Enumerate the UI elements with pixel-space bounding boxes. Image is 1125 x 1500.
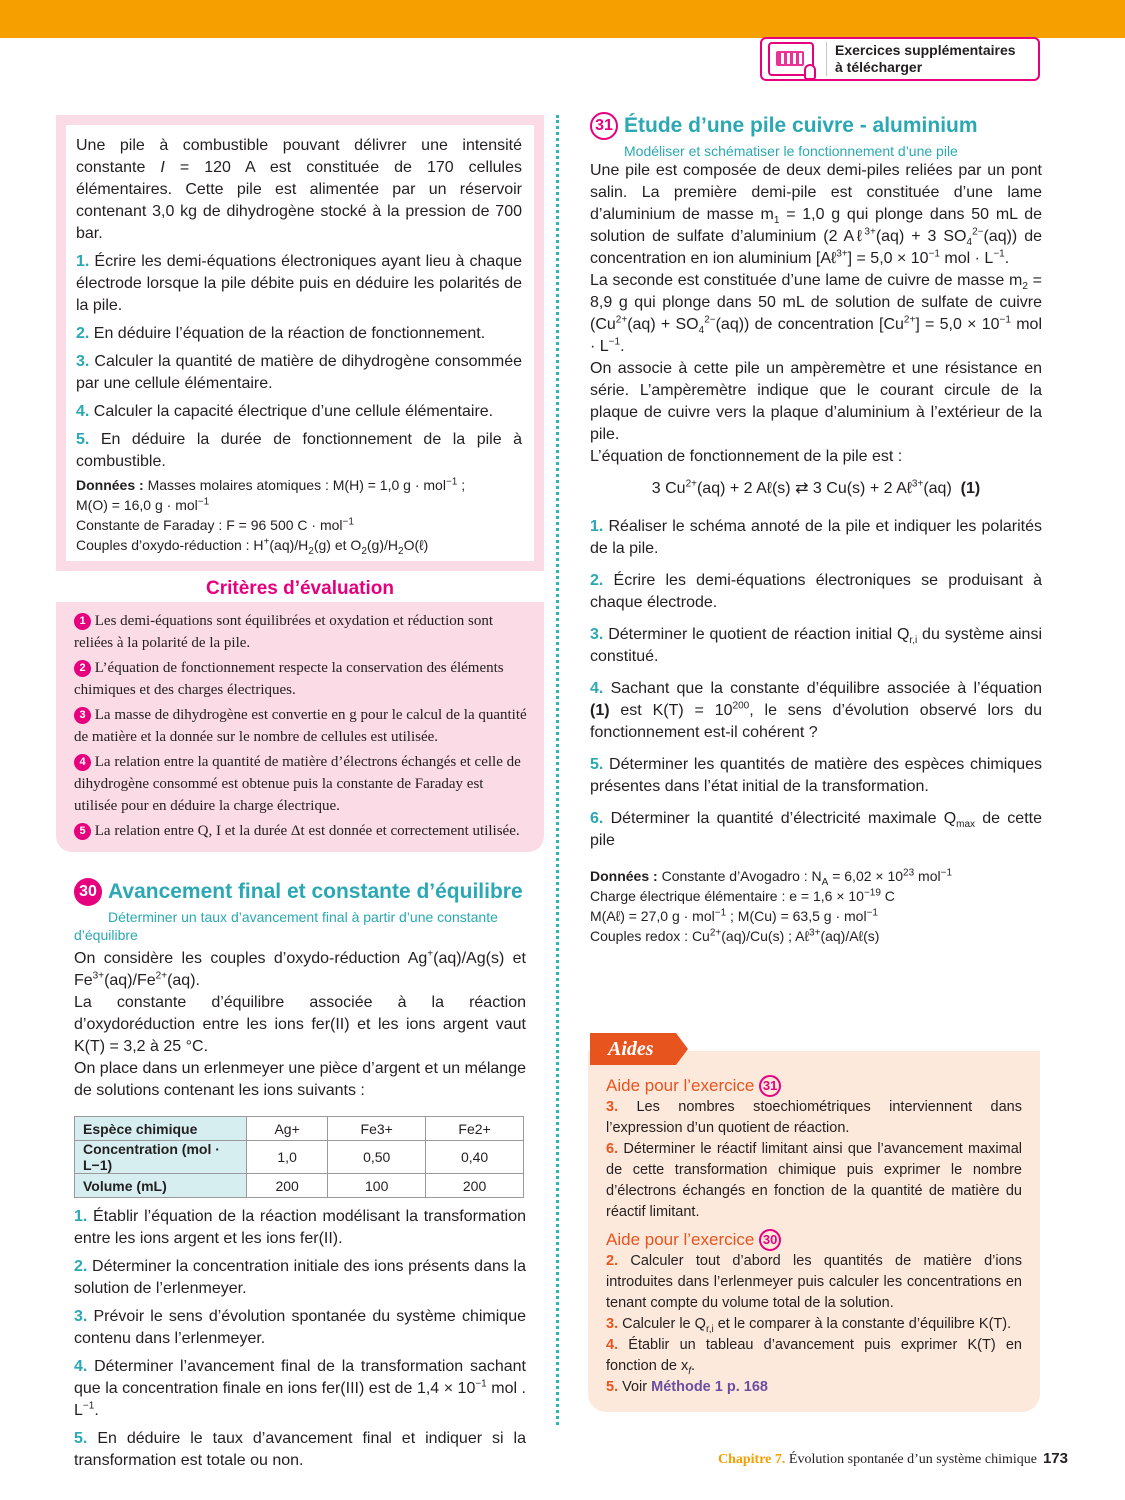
- exercise-31-header: [590, 112, 1042, 140]
- criterion-4: 4 La relation entre la quantité de matière d’électrons échangés et celle de dihydrogène consommé est obtenue puis la constante de Faraday est utilisée pour en déduire la charge électrique.: [74, 754, 521, 814]
- question-4: 4. Calculer la capacité électrique d’une cellule élémentaire.: [76, 403, 494, 420]
- aide-30-heading: Aide pour l’exercice 30: [606, 1229, 1022, 1251]
- left-column: [56, 115, 544, 1472]
- fuel-cell-exercise: [56, 115, 544, 571]
- criteria-title: Critères d’évaluation: [206, 578, 394, 599]
- question-3: 3. Calculer la quantité de matière de dihydrogène consommée par une cellule élémentaire.: [76, 353, 522, 392]
- ex31-data-section: Données : Constante d’Avogadro : $N_A = 6,02 \times 10^{23}$ mol$^{-1}$ Charge électrique élémentaire : $e = 1,6 \times 10^{-19}$ C M(Aℓ) = 27,0 g · mol$^{-1}$ ; M(Cu) = 63,5 g · mol$^{-1}$ Couples redox : $Cu^{2+}(aq)/Cu(s)$ ; Aℓ$^{3+}$(aq)/Aℓ(s): [590, 867, 953, 944]
- question-1: 1. Écrire les demi-équations électroniques ayant lieu à chaque électrode lorsque la pile débite puis en déduire les polarités de la pile.: [76, 253, 522, 314]
- exercise-31-skill: Modéliser et schématiser le fonctionnement d’une pile: [624, 143, 958, 159]
- aides-panel: [588, 1033, 1040, 1412]
- question-2: 2. En déduire l’équation de la réaction de fonctionnement.: [76, 325, 486, 342]
- table-row: Concentration (mol · L−1) 1,0 0,50 0,40: [75, 1141, 524, 1174]
- exercise-31-circuit: On associe à cette pile un ampèremètre et une résistance en série. L’ampèremètre indique que le courant circule de la plaque de cuivre vers la plaque d’aluminium à l’extérieur de la pile.: [590, 360, 1042, 443]
- exercise-30-couples: On considère les couples d’oxydo-réduction Ag+(aq)/Ag(s) et $Fe^{3+}(aq)/Fe^{2+}(aq)$.: [74, 948, 527, 989]
- ex31-question-4: 4. Sachant que la constante d’équilibre associée à l’équation (1) est $K(T) = 10^{200}$, le sens d’évolution observé lors du fonctionnement est-il cohérent ?: [590, 680, 1042, 741]
- ex31-question-2: 2. Écrire les demi-équations électroniques se produisant à chaque électrode.: [590, 572, 1042, 611]
- aides-tab: Aides: [590, 1033, 676, 1065]
- exercise-31-equation-intro: L’équation de fonctionnement de la pile est :: [590, 448, 903, 465]
- aide-31-heading: Aide pour l’exercice 31: [606, 1075, 1022, 1097]
- exercise-30-number: 30: [74, 878, 102, 906]
- criteria-box: [56, 602, 544, 852]
- exercise-31-first-half-cell: Une pile est composée de deux demi-piles reliées par un pont salin. La première demi-pile est constituée d’une lame d’aluminium de masse $m_1 = 1,0$ g qui plonge dans 50 mL de solution de sulfate d’aluminium (2 Aℓ$^{3+}$(aq) + 3 $SO_4^{2-}(aq)$) de concentration en ion aluminium [Aℓ$^{3+}$] = $5,0 \times 10^{-1}$ mol · $L^{-1}$.: [590, 162, 1043, 267]
- right-column: [590, 112, 1042, 946]
- aide-31-3: 3. Les nombres stoechiométriques interviennent dans l’expression d’un quotient de réaction.: [606, 1099, 1022, 1136]
- exercise-30-header: [74, 878, 526, 906]
- download-extra-exercises-badge[interactable]: [760, 37, 1040, 81]
- ex31-question-1: 1. Réaliser le schéma annoté de la pile et indiquer les polarités de la pile.: [590, 518, 1042, 557]
- aide-30-4: 4. Établir un tableau d’avancement puis exprimer K(T) en fonction de $x_f$.: [606, 1337, 1022, 1377]
- exercise-31-title: Étude d’une pile cuivre - aluminium: [624, 114, 978, 137]
- data-section: Données : Masses molaires atomiques : M(H) = 1,0 g · mol$^{-1}$ ; M(O) = 16,0 g · mol$^{-1}$ Constante de Faraday : F = 96 500 C · mol$^{-1}$ Couples d’oxydo-réduction : $H^+(aq)/H_2(g)$ et $O_2(g)/H_2O(\ell)$: [76, 476, 466, 557]
- exercise-30: [56, 878, 526, 1472]
- exercise-31-number: 31: [590, 112, 618, 140]
- question-5: 5. En déduire la durée de fonctionnement de la pile à combustible.: [76, 431, 522, 470]
- column-separator: [556, 115, 559, 1425]
- criterion-1: 1 Les demi-équations sont équilibrées et oxydation et réduction sont reliées à la polarité de la pile.: [74, 613, 493, 651]
- table-row: Volume (mL) 200 100 200: [75, 1174, 524, 1198]
- exercise-30-constant: La constante d’équilibre associée à la réaction d’oxydoréduction entre les ions fer(II) et les ions argent vaut K(T) = 3,2 à 25 °C.: [74, 994, 526, 1055]
- ex30-question-2: 2. Déterminer la concentration initiale des ions présents dans la solution de l’erlenmeyer.: [74, 1258, 526, 1297]
- criterion-2: 2 L’équation de fonctionnement respecte la conservation des éléments chimiques et des charges électriques.: [74, 660, 504, 698]
- exercise-30-setup: On place dans un erlenmeyer une pièce d’argent et un mélange de solutions contenant les ions suivants :: [74, 1060, 526, 1099]
- page-number: 173: [1042, 1450, 1068, 1467]
- ex30-question-4: 4. Déterminer l’avancement final de la transformation sachant que la concentration finale en ions fer(III) est de $1,4 \times 10^{-1}$ mol . $L^{-1}$.: [74, 1358, 526, 1419]
- ion-table: [74, 1116, 524, 1198]
- page-footer: [718, 1450, 1068, 1468]
- top-color-bar: [0, 0, 1125, 38]
- aide-31-6: 6. Déterminer le réactif limitant ainsi que l’avancement maximal de cette transformation chimique puis exprimer le nombre d’électrons échangés en fonction de la quantité de matière du réactif limitant.: [606, 1141, 1022, 1220]
- ex30-question-3: 3. Prévoir le sens d’évolution spontanée du système chimique contenu dans l’erlenmeyer.: [74, 1308, 526, 1347]
- fuel-cell-intro: Une pile à combustible pouvant délivrer une intensité constante I = 120 A est constituée de 170 cellules élémentaires. Cette pile est alimentée par un réservoir contenant 3,0 kg de dihydrogène stocké à la pression de 700 bar.: [76, 137, 523, 242]
- criterion-3: 3 La masse de dihydrogène est convertie en g pour le calcul de la quantité de matière et la donnée sur le nombre de cellules est utilisée.: [74, 707, 527, 745]
- chapter-label: Chapitre 7.: [717, 1452, 786, 1467]
- criterion-5: 5 La relation entre Q, I et la durée Δt est donnée et correctement utilisée.: [74, 820, 530, 842]
- keyboard-click-icon: [768, 42, 814, 76]
- exercise-30-title: Avancement final et constante d’équilibre: [108, 880, 523, 903]
- method-link[interactable]: Méthode 1 p. 168: [651, 1379, 768, 1395]
- table-row: Espèce chimique Ag+ Fe3+ Fe2+: [75, 1117, 524, 1141]
- exercise-30-skill: Déterminer un taux d’avancement final à partir d’une constante d’équilibre: [74, 909, 498, 943]
- exercise-31-second-half-cell: La seconde est constituée d’une lame de cuivre de masse $m_2 = 8,9$ g qui plonge dans 50 mL de solution de sulfate de cuivre $(Cu^{2+}(aq) + SO_4^{2-}(aq))$ de concentration $[Cu^{2+}] = 5,0 \times 10^{-1}$ mol · $L^{-1}$.: [590, 272, 1043, 355]
- ex31-question-3: 3. Déterminer le quotient de réaction initial $Q_{r,i}$ du système ainsi constitué.: [590, 626, 1043, 665]
- aide-30-2: 2. Calculer tout d’abord les quantités de matière d’ions introduites dans l’erlenmeyer puis calculer les concentrations en tenant compte du volume total de la solution.: [606, 1253, 1022, 1311]
- download-label: Exercices supplémentaires à télécharger: [835, 42, 1016, 75]
- ex30-question-5: 5. En déduire le taux d’avancement final et indiquer si la transformation est totale ou non.: [74, 1430, 526, 1469]
- ex31-question-6: 6. Déterminer la quantité d’électricité maximale $Q_{max}$ de cette pile: [590, 810, 1042, 849]
- ex30-question-1: 1. Établir l’équation de la réaction modélisant la transformation entre les ions argent et les ions fer(II).: [74, 1208, 526, 1247]
- aide-30-5: 5. Voir Méthode 1 p. 168: [606, 1379, 768, 1395]
- reaction-equation: 3 $Cu^{2+}(aq) + 2$ Aℓ(s) ⇄ 3 Cu(s) + 2 Aℓ$^{3+}$(aq) (1): [651, 478, 981, 497]
- aides-box: [588, 1051, 1040, 1412]
- ex31-question-5: 5. Déterminer les quantités de matière des espèces chimiques présentes dans l’état initial de la transformation.: [590, 756, 1042, 795]
- aide-30-3: 3. Calculer le $Q_{r,i}$ et le comparer à la constante d’équilibre K(T).: [606, 1316, 1012, 1335]
- chapter-title: Évolution spontanée d’un système chimique: [785, 1452, 1037, 1467]
